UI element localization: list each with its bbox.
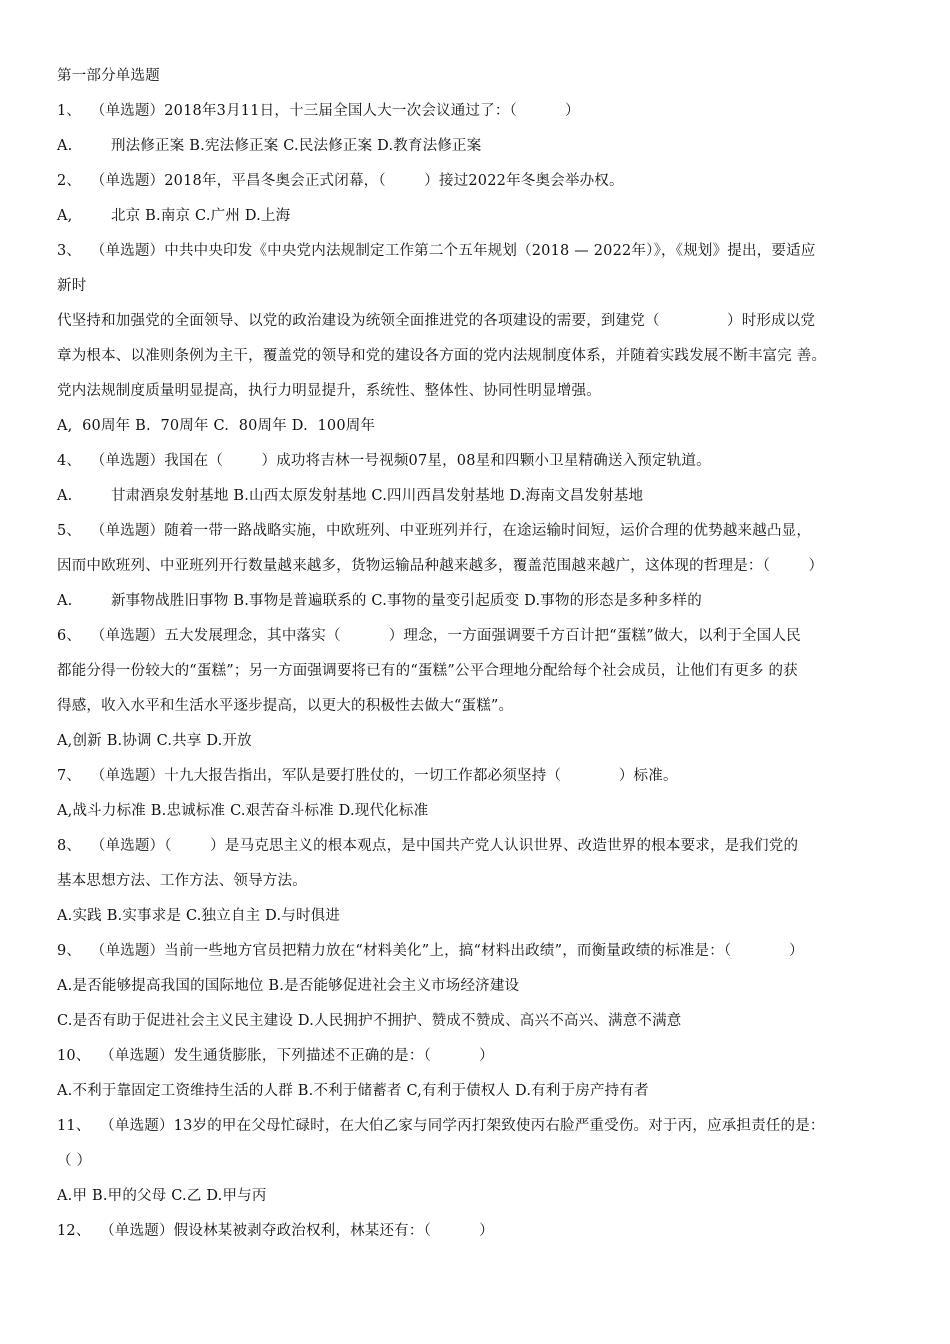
question-2: 2、 （单选题）2018年，平昌冬奥会正式闭幕，（ ）接过2022年冬奥会举办权。 (57, 173, 624, 189)
question-6: 6、 （单选题）五大发展理念，其中落实（ ）理念，一方面强调要千方百计把“蛋糕”做大，以利于全国人民 (57, 628, 801, 644)
question-12: 12、 （单选题）假设林某被剥夺政治权利，林某还有：（ ） (57, 1223, 494, 1239)
options-1: A. 刑法修正案 B.宪法修正案 C.民法修正案 D.教育法修正案 (57, 138, 482, 154)
options-3: A, 60周年 B. 70周年 C. 80周年 D. 100周年 (57, 418, 376, 434)
question-3-line-3: 代坚持和加强党的全面领导、以党的政治建设为统领全面推进党的各项建设的需要，到建党（ ）时形成以党 (57, 313, 816, 329)
options-2: A, 北京 B.南京 C.广州 D.上海 (57, 208, 291, 224)
question-8-line-2: 基本思想方法、工作方法、领导方法。 (57, 873, 307, 889)
question-1: 1、 （单选题）2018年3月11日，十三届全国人大一次会议通过了：（ ） (57, 103, 580, 119)
question-5: 5、 （单选题）随着一带一路战略实施，中欧班列、中亚班列并行，在途运输时间短，运价合理的优势越来越凸显， (57, 523, 812, 539)
options-7: A,战斗力标准 B.忠诚标准 C.艰苦奋斗标准 D.现代化标准 (57, 803, 429, 819)
question-3-line-2: 新时 (57, 278, 87, 294)
question-3: 3、 （单选题）中共中央印发《中央党内法规制定工作第二个五年规划（2018 — 2022年）》，《规划》提出，要适应 (57, 243, 816, 259)
question-10: 10、 （单选题）发生通货膨胀，下列描述不正确的是：（ ） (57, 1048, 494, 1064)
options-10: A.不利于靠固定工资维持生活的人群 B.不利于储蓄者 C,有利于债权人 D.有利于房产持有者 (57, 1083, 649, 1099)
options-9-line-1: A.是否能够提高我国的国际地位 B.是否能够促进社会主义市场经济建设 (57, 978, 520, 994)
question-9: 9、 （单选题）当前一些地方官员把精力放在“材料美化”上，搞“材料出政绩”，而衡量政绩的标准是：（ ） (57, 943, 804, 959)
options-6: A,创新 B.协调 C.共享 D.开放 (57, 733, 252, 749)
question-11: 11、 （单选题）13岁的甲在父母忙碌时，在大伯乙家与同学丙打架致使丙右脸严重受伤。对于丙，应承担责任的是： (57, 1118, 825, 1134)
section-title: 第一部分单选题 (57, 68, 160, 84)
question-3-line-4: 章为根本、以准则条例为主干，覆盖党的领导和党的建设各方面的党内法规制度体系，并随着实践发展不断丰富完 善。 (57, 348, 827, 364)
question-8: 8、 （单选题）（ ）是马克思主义的根本观点，是中国共产党人认识世界、改造世界的根本要求，是我们党的 (57, 838, 799, 854)
options-5: A. 新事物战胜旧事物 B.事物是普遍联系的 C.事物的量变引起质变 D.事物的形态是多种多样的 (57, 593, 702, 609)
question-6-line-2: 都能分得一份较大的“蛋糕”；另一方面强调要将已有的“蛋糕”公平合理地分配给每个社会成员，让他们有更多 的获 (57, 663, 798, 679)
question-11-line-2: （ ） (57, 1153, 92, 1169)
question-4: 4、 （单选题）我国在（ ）成功将吉林一号视频07星，08星和四颗小卫星精确送入预定轨道。 (57, 453, 711, 469)
question-7: 7、 （单选题）十九大报告指出，军队是要打胜仗的，一切工作都必须坚持（ ）标准。 (57, 768, 678, 784)
question-3-line-5: 党内法规制度质量明显提高，执行力明显提升，系统性、整体性、协同性明显增强。 (57, 383, 601, 399)
options-11: A.甲 B.甲的父母 C.乙 D.甲与丙 (57, 1188, 267, 1204)
options-4: A. 甘肃酒泉发射基地 B.山西太原发射基地 C.四川西昌发射基地 D.海南文昌发射基地 (57, 488, 644, 504)
question-5-line-2: 因而中欧班列、中亚班列开行数量越来越多，货物运输品种越来越多，覆盖范围越来越广，这体现的哲理是：（ ） (57, 558, 824, 574)
options-8: A.实践 B.实事求是 C.独立自主 D.与时俱进 (57, 908, 341, 924)
question-6-line-3: 得感，收入水平和生活水平逐步提高，以更大的积极性去做大“蛋糕”。 (57, 698, 514, 714)
options-9-line-2: C.是否有助于促进社会主义民主建设 D.人民拥护不拥护、赞成不赞成、高兴不高兴、满意不满意 (57, 1013, 682, 1029)
